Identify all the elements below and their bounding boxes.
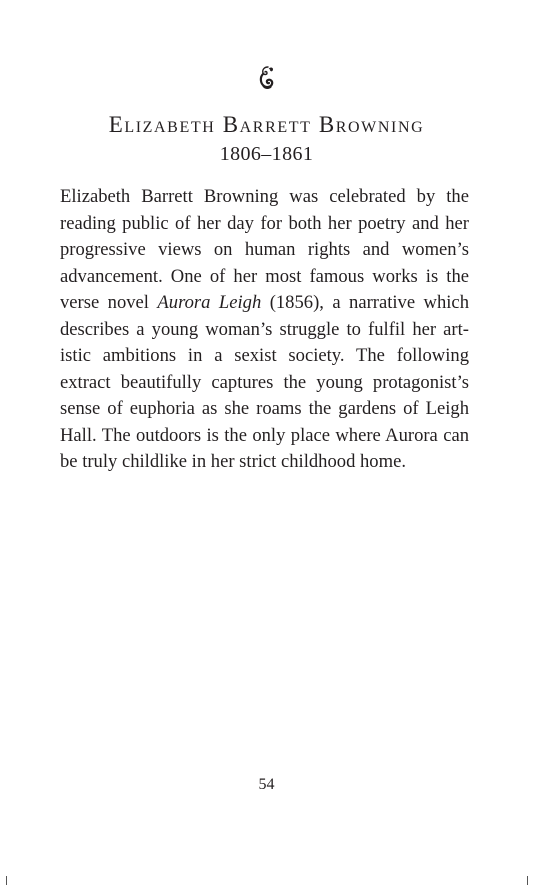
crop-mark-right [527,876,528,885]
paragraph-text-part2: (1856), a narrative which describes a young woman’s struggle to fulfil her artistic ambitions in a sexist society. The following extract beautifully captures the young protagonist’s sense of euphoria as she roams the gardens of Leigh Hall. The outdoors is the only place where Aurora can be truly childlike in her strict childhood home. [60,292,469,472]
introduction-paragraph [60,184,469,476]
crop-mark-left [6,876,7,885]
page-number: 54 [258,776,275,793]
author-dates: 1806–1861 [219,143,314,165]
paragraph-text-part1: Elizabeth Barrett Browning was celebrated by the reading public of her day for both her poetry and her progressive views on human rights and women’s advancement. One of her most famous works is the verse novel [60,186,469,313]
author-name: Elizabeth Barrett Browning [108,112,425,137]
ornament [0,64,533,90]
fleuron-ornament-icon [257,64,277,90]
work-title: Aurora Leigh [157,292,262,313]
